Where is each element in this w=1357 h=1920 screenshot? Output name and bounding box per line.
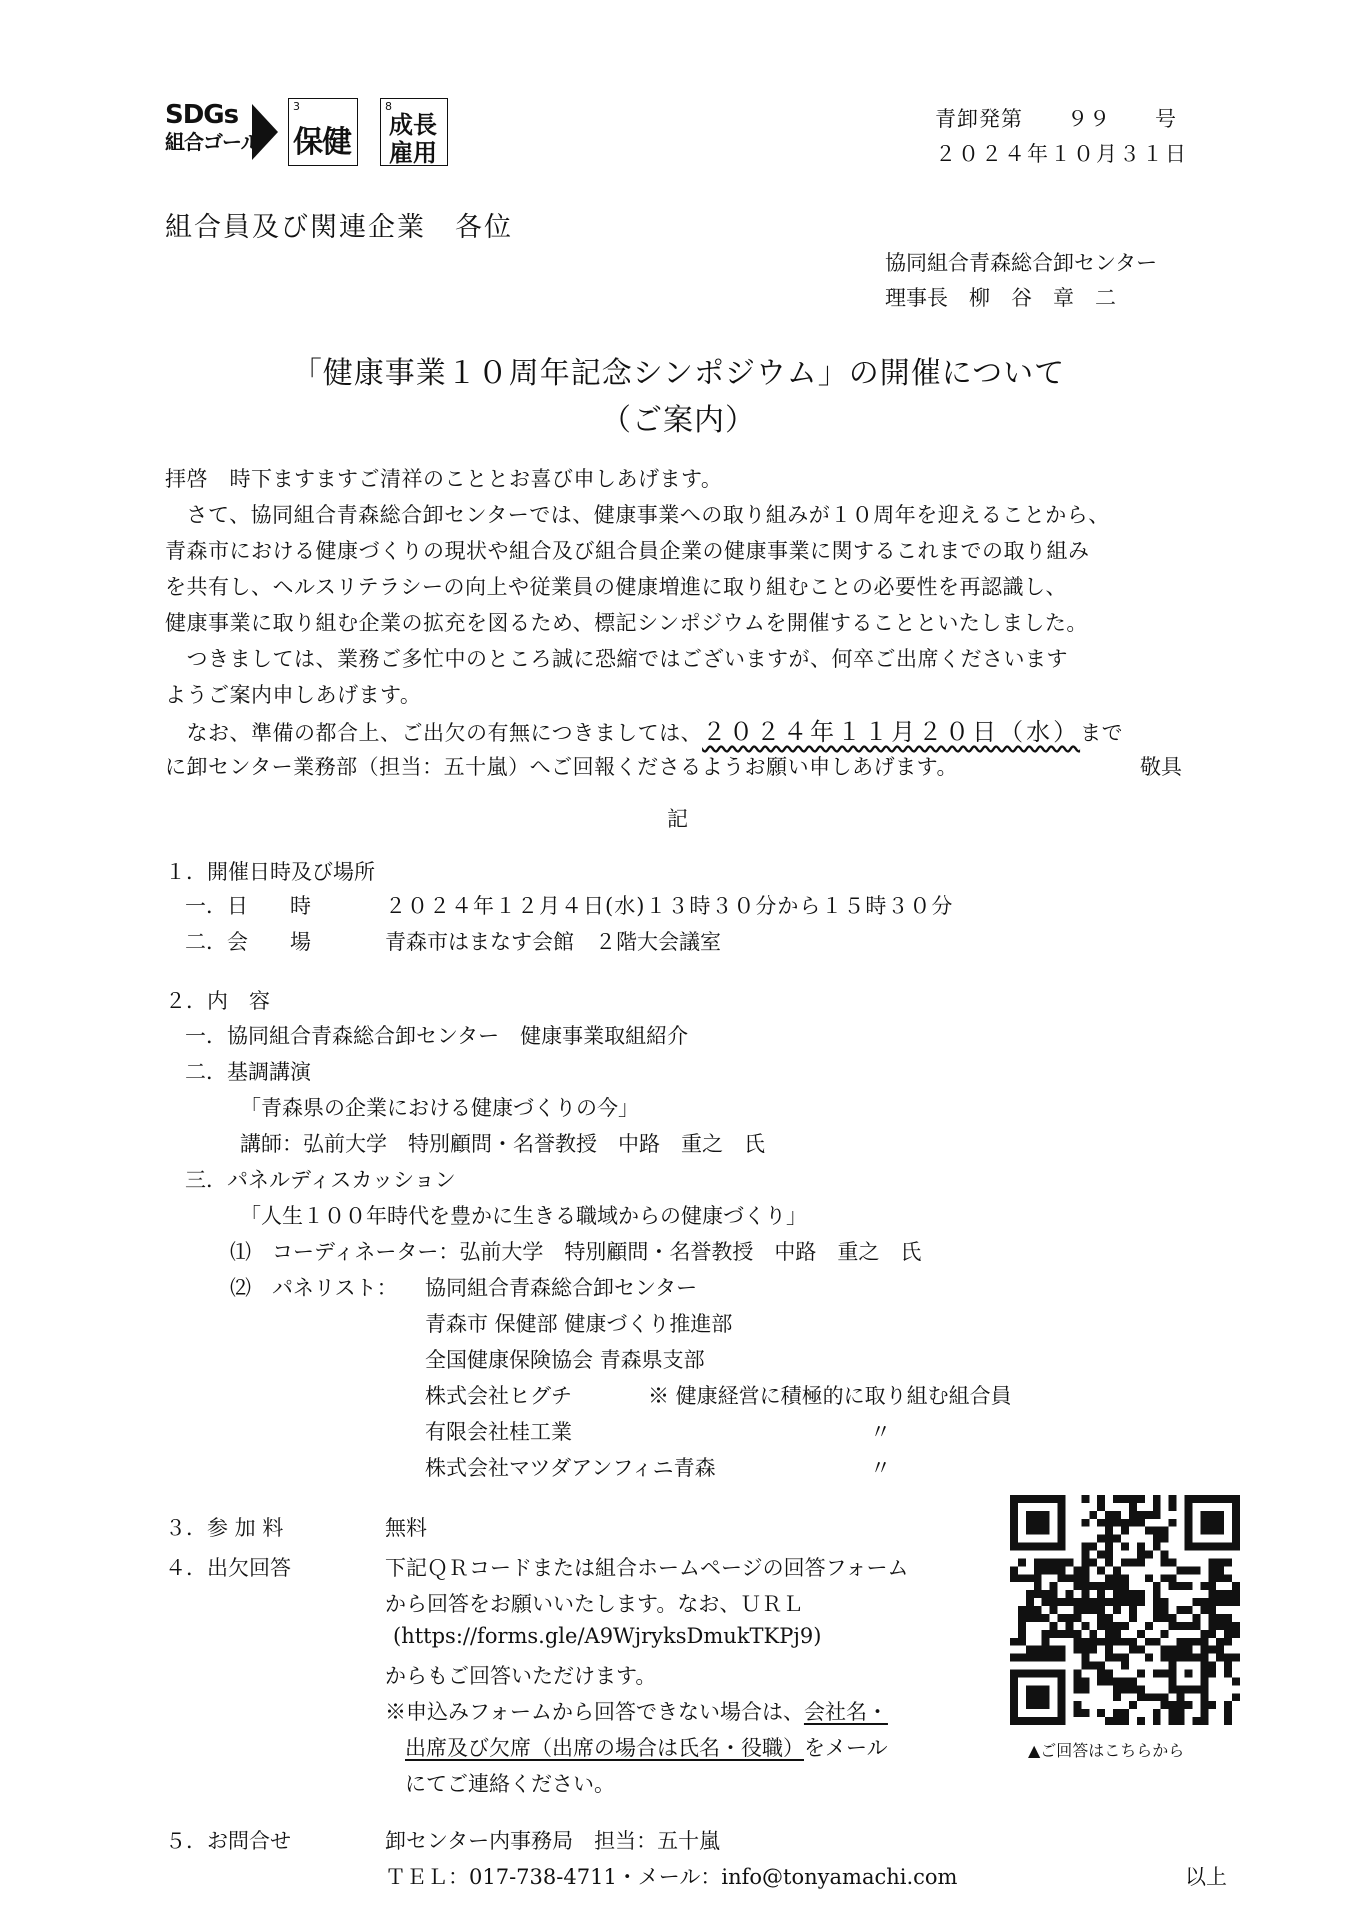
rsvp-label: ４．出欠回答 — [165, 1556, 291, 1580]
keynote-theme: 「青森県の企業における健康づくりの今」 — [240, 1096, 639, 1120]
goal-number: 3 — [293, 100, 300, 113]
body-line: に卸センター業務部（担当：五十嵐）へご回報くださるようお願い申しあげます。 — [165, 755, 958, 779]
rsvp-note-line — [385, 1696, 888, 1726]
keynote-speaker: 講師：弘前大学 特別顧問・名誉教授 中路 重之 氏 — [240, 1132, 765, 1156]
qr-code-icon[interactable] — [1010, 1495, 1240, 1725]
body-line: つきましては、業務ご多忙中のところ誠に恐縮ではございますが、何卒ご出席くださいます — [165, 647, 1068, 671]
program-item-2: 二．基調講演 — [185, 1060, 311, 1084]
panelist-label: ⑵ パネリスト： — [230, 1276, 398, 1300]
sender-organization: 協同組合青森総合卸センター — [885, 251, 1158, 275]
sender-name: 理事長 柳 谷 章 二 — [885, 286, 1116, 310]
panelist-item: 協同組合青森総合卸センター — [425, 1276, 698, 1300]
body-line: さて、協同組合青森総合卸センターでは、健康事業への取り組みが１０周年を迎えることから、 — [165, 503, 1110, 527]
qr-caption: ▲ご回答はこちらから — [1028, 1741, 1185, 1760]
rsvp-note-text: をメール — [804, 1736, 888, 1760]
rsvp-note-line: にてご連絡ください。 — [405, 1772, 615, 1796]
contact-details: ＴＥＬ：017-738-4711・メール：info@tonyamachi.com — [385, 1865, 958, 1889]
panel-theme: 「人生１００年時代を豊かに生きる職域からの健康づくり」 — [240, 1204, 807, 1228]
deadline-until: まで — [1080, 721, 1124, 745]
panelist-item: 有限会社桂工業 — [425, 1420, 572, 1444]
body-line: 健康事業に取り組む企業の拡充を図るため、標記シンポジウムを開催することといたしました。 — [165, 611, 1088, 635]
arrow-right-icon — [252, 104, 278, 160]
fee-value: 無料 — [385, 1516, 427, 1540]
panel-coordinator: ⑴ コーディネーター：弘前大学 特別顧問・名誉教授 中路 重之 氏 — [230, 1240, 922, 1264]
rsvp-url-link[interactable]: (https://forms.gle/A9WjryksDmukTKPj9) — [393, 1624, 822, 1648]
document-number: 青卸発第 ９９ 号 — [935, 107, 1177, 131]
ki-heading: 記 — [667, 807, 688, 831]
panelist-item: 株式会社マツダアンフィニ青森 — [425, 1456, 716, 1480]
datetime-value: ２０２４年１２月４日(水)１３時３０分から１５時３０分 — [385, 894, 954, 918]
rsvp-note-emphasis: 会社名・ — [803, 1700, 888, 1724]
panelist-item: 株式会社ヒグチ — [425, 1384, 572, 1408]
venue-label: 二．会 場 — [185, 930, 311, 954]
panelist-note: ※ 健康経営に積極的に取り組む組合員 — [648, 1384, 1012, 1408]
body-line-deadline — [165, 712, 1123, 747]
rsvp-note-emphasis: 出席及び欠席（出席の場合は氏名・役職） — [405, 1736, 804, 1760]
sdgs-logo-line1: SDGs — [165, 100, 239, 130]
rsvp-note-text: ※申込みフォームから回答できない場合は、 — [385, 1700, 804, 1724]
body-line: 青森市における健康づくりの現状や組合及び組合員企業の健康事業に関するこれまでの取り組み — [165, 539, 1090, 563]
closing-keigu: 敬具 — [1140, 755, 1182, 779]
program-item-1: 一．協同組合青森総合卸センター 健康事業取組紹介 — [185, 1024, 689, 1048]
contact-label: ５．お問合せ — [165, 1829, 291, 1853]
contact-office: 卸センター内事務局 担当：五十嵐 — [385, 1829, 721, 1853]
sdgs-logo — [165, 100, 260, 154]
greeting: 拝啓 時下ますますご清祥のこととお喜び申しあげます。 — [165, 467, 723, 491]
document-title: 「健康事業１０周年記念シンポジウム」の開催について — [291, 356, 1066, 391]
fee-label: ３．参 加 料 — [165, 1516, 284, 1540]
goal-label: 成長雇用 — [389, 111, 437, 167]
closing-ijou: 以上 — [1185, 1865, 1227, 1889]
datetime-label: 一．日 時 — [185, 894, 311, 918]
sdg-goal-8-badge — [380, 98, 448, 166]
rsvp-line: 下記ＱＲコードまたは組合ホームページの回答フォーム — [385, 1556, 909, 1580]
venue-value: 青森市はまなす会館 ２階大会議室 — [385, 930, 721, 954]
program-item-3: 三．パネルディスカッション — [185, 1168, 456, 1192]
rsvp-note-line — [405, 1732, 888, 1762]
panelist-item: 全国健康保険協会 青森県支部 — [425, 1348, 705, 1372]
body-line: を共有し、ヘルスリテラシーの向上や従業員の健康増進に取り組むことの必要性を再認識し、 — [165, 575, 1067, 599]
section-2-heading: ２．内 容 — [165, 989, 270, 1013]
rsvp-line: からもご回答いただけます。 — [385, 1664, 657, 1688]
deadline-date: ２０２４年１１月２０日（水） — [702, 718, 1081, 746]
section-1-heading: １．開催日時及び場所 — [165, 860, 375, 884]
ditto-mark: 〃 — [870, 1420, 891, 1444]
sdgs-logo-line2: 組合ゴール — [165, 130, 260, 154]
goal-label: 保健 — [293, 125, 351, 160]
rsvp-line: から回答をお願いいたします。なお、ＵＲＬ — [385, 1592, 804, 1616]
body-line: ようご案内申しあげます。 — [165, 683, 422, 707]
goal-number: 8 — [385, 100, 392, 113]
document-subtitle: （ご案内） — [601, 403, 756, 438]
panelist-item: 青森市 保健部 健康づくり推進部 — [425, 1312, 733, 1336]
addressee: 組合員及び関連企業 各位 — [165, 212, 513, 243]
deadline-intro: なお、準備の都合上、ご出欠の有無につきましては、 — [165, 721, 703, 745]
sdg-goal-3-badge — [288, 98, 358, 166]
ditto-mark: 〃 — [870, 1456, 891, 1480]
document-date: ２０２４年１０月３１日 — [935, 142, 1188, 166]
